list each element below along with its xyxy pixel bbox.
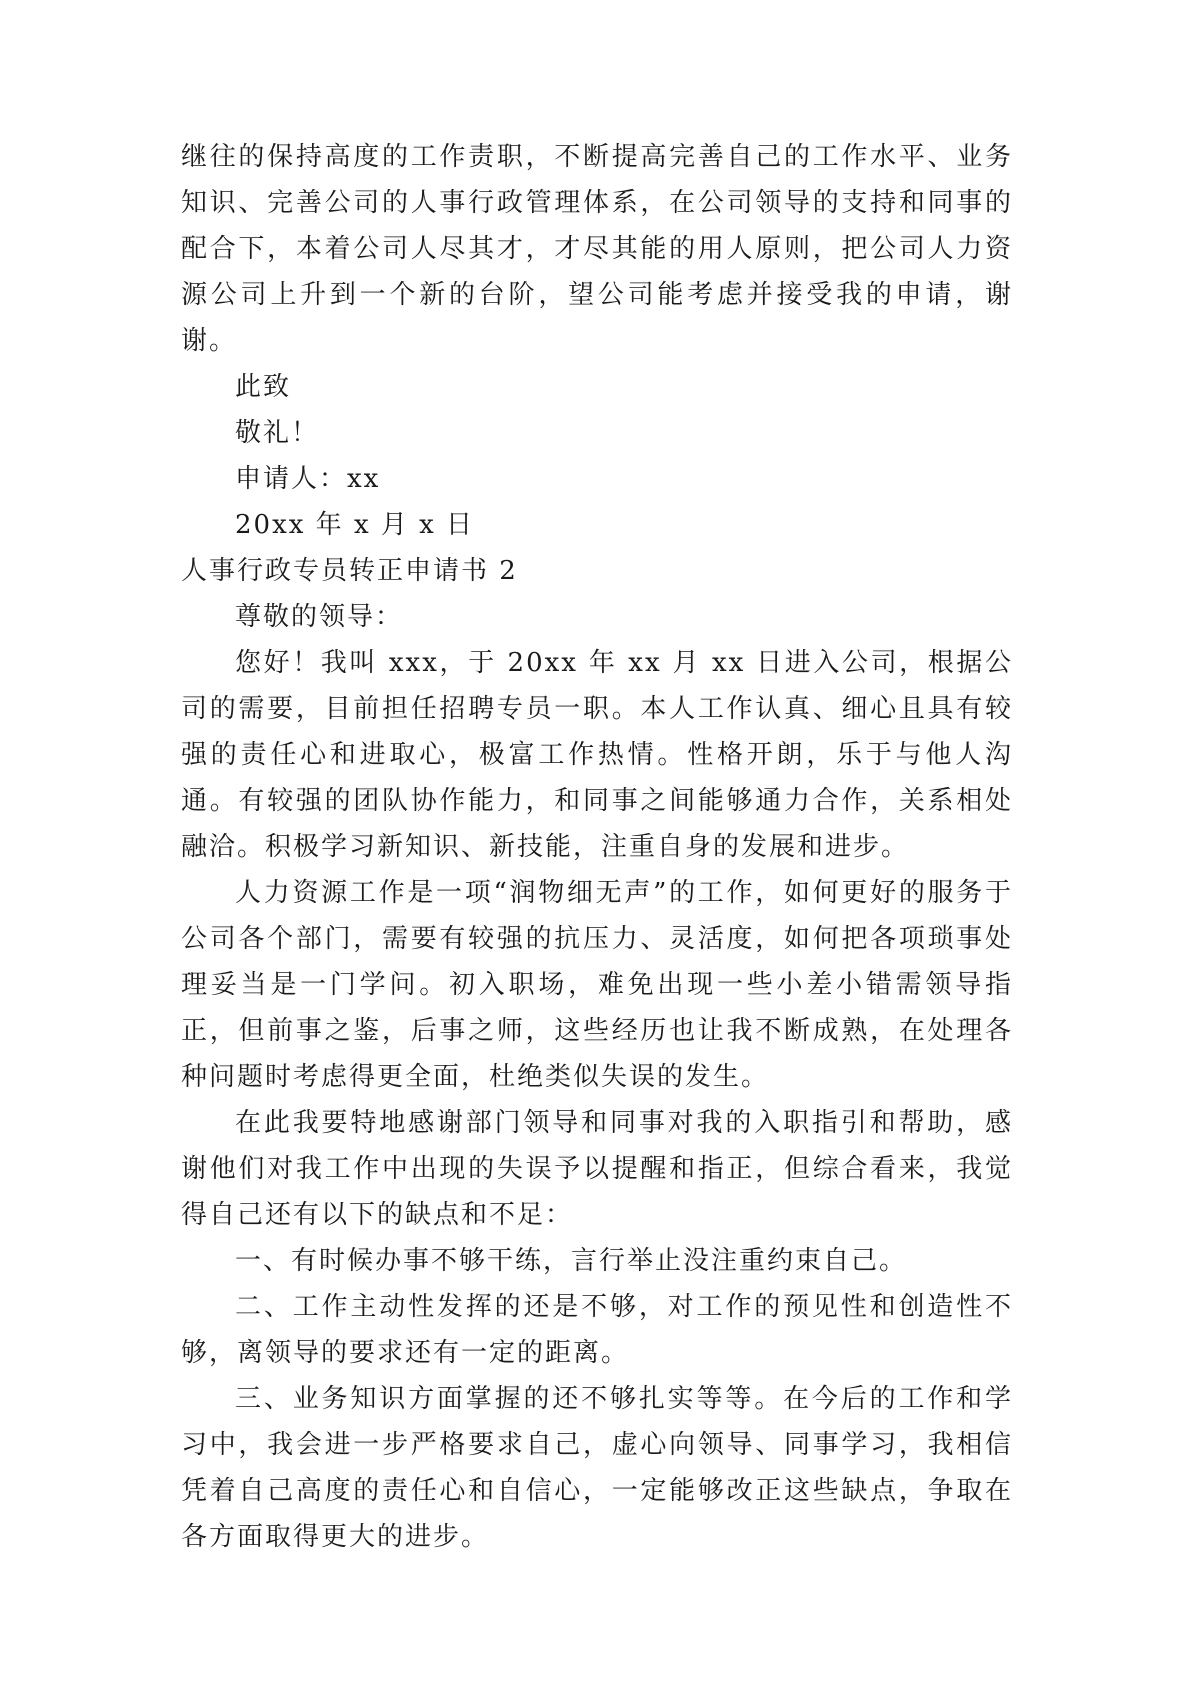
list-item-1: 一、有时候办事不够干练，言行举止没注重约束自己。 <box>235 1246 908 1276</box>
section-title: 人事行政专员转正申请书 2 <box>181 556 518 586</box>
list-item-2: 二、工作主动性发挥的还是不够，对工作的预见性和创造性不够，离领导的要求还有一定的距离。 <box>181 1292 1013 1368</box>
paragraph-hr-work: 人力资源工作是一项“润物细无声”的工作，如何更好的服务于公司各个部门，需要有较强的抗压力、灵活度，如何把各项琐事处理妥当是一门学问。初入职场，难免出现一些小差小错需领导指正，但前事之鉴，后事之师，这些经历也让我不断成熟，在处理各种问题时考虑得更全面，杜绝类似失误的发生。 <box>181 878 1013 1092</box>
paragraph-intro: 您好！我叫 xxx，于 20xx 年 xx 月 xx 日进入公司，根据公司的需要，目前担任招聘专员一职。本人工作认真、细心且具有较强的责任心和进取心，极富工作热情。性格开朗，乐于与他人沟通。有较强的团队协作能力，和同事之间能够通力合作，关系相处融洽。积极学习新知识、新技能，注重自身的发展和进步。 <box>181 648 1013 862</box>
greeting-line: 尊敬的领导： <box>235 602 404 632</box>
list-item-3: 三、业务知识方面掌握的还不够扎实等等。在今后的工作和学习中，我会进一步严格要求自己，虚心向领导、同事学习，我相信凭着自己高度的责任心和自信心，一定能够改正这些缺点，争取在各方面取得更大的进步。 <box>181 1384 1013 1552</box>
applicant-line: 申请人：xx <box>235 464 381 494</box>
closing-line: 此致 <box>235 372 292 402</box>
paragraph-continuation: 继往的保持高度的工作责职，不断提高完善自己的工作水平、业务知识、完善公司的人事行政管理体系，在公司领导的支持和同事的配合下，本着公司人尽其才，才尽其能的用人原则，把公司人力资源公司上升到一个新的台阶，望公司能考虑并接受我的申请，谢谢。 <box>181 142 1013 356</box>
document-page <box>181 134 1013 1560</box>
salute-line: 敬礼！ <box>235 418 320 448</box>
paragraph-thanks: 在此我要特地感谢部门领导和同事对我的入职指引和帮助，感谢他们对我工作中出现的失误予以提醒和指正，但综合看来，我觉得自己还有以下的缺点和不足： <box>181 1108 1013 1230</box>
date-line: 20xx 年 x 月 x 日 <box>235 510 475 540</box>
